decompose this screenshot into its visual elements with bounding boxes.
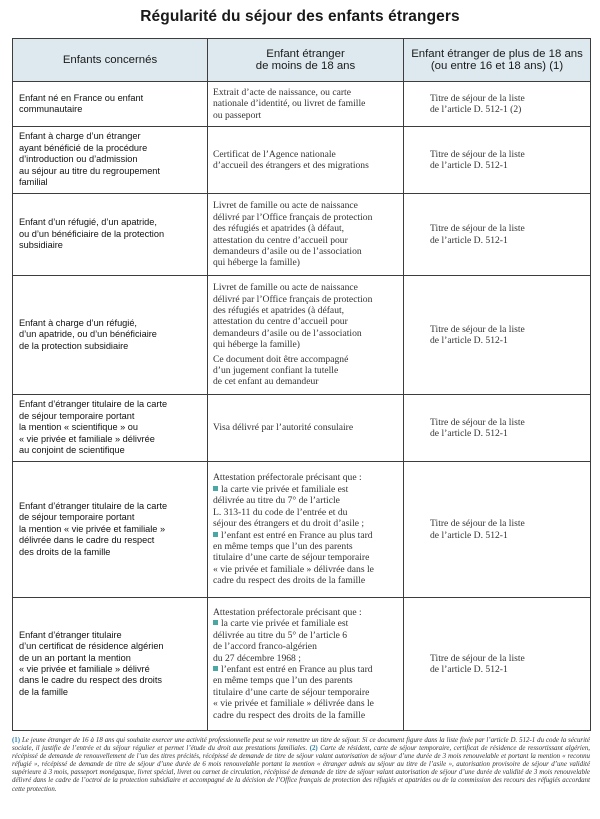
table-row xyxy=(13,82,591,127)
table-row xyxy=(13,276,591,395)
header-under-18: Enfant étranger de moins de 18 ans xyxy=(208,39,404,82)
table-row xyxy=(13,194,591,276)
concerned-cell: Enfant d’étranger titulaire d’un certificat de résidence algérien de un an portant la mention « vie privée et familiale » délivré dans le cadre du respect des droits de la famille xyxy=(13,598,208,731)
over18-cell: Titre de séjour de la liste de l’article D. 512-1 xyxy=(404,462,591,598)
concerned-cell: Enfant à charge d’un réfugié, d’un apatride, ou d’un bénéficiaire de la protection subsidiaire xyxy=(13,276,208,395)
children-residence-table xyxy=(12,38,591,731)
concerned-cell: Enfant né en France ou enfant communautaire xyxy=(13,82,208,127)
header-over-18: Enfant étranger de plus de 18 ans (ou entre 16 et 18 ans) (1) xyxy=(404,39,591,82)
concerned-cell: Enfant d’un réfugié, d’un apatride, ou d’un bénéficiaire de la protection subsidiaire xyxy=(13,194,208,276)
over18-cell: Titre de séjour de la liste de l’article D. 512-1 xyxy=(404,127,591,194)
under18-cell: Livret de famille ou acte de naissance délivré par l’Office français de protection des réfugiés et apatrides (à défaut, attestation du centre d’accueil pour demandeurs d’asile ou de l’association qui héberge la famille) Ce document doit être accompagné d’un jugement confiant la tutelle de cet enfant au demandeur xyxy=(208,276,404,395)
under18-cell: Livret de famille ou acte de naissance délivré par l’Office français de protection des réfugiés et apatrides (à défaut, attestation du centre d’accueil pour demandeurs d’asile ou de l’association qui héberge la famille) xyxy=(208,194,404,276)
over18-cell: Titre de séjour de la liste de l’article D. 512-1 xyxy=(404,395,591,462)
over18-cell: Titre de séjour de la liste de l’article D. 512-1 xyxy=(404,194,591,276)
bullet-icon xyxy=(213,486,218,491)
concerned-cell: Enfant d’étranger titulaire de la carte de séjour temporaire portant la mention « vie privée et familiale » délivrée dans le cadre du respect des droits de la famille xyxy=(13,462,208,598)
concerned-cell: Enfant à charge d’un étranger ayant bénéficié de la procédure d’introduction ou d’admission au séjour au titre du regroupement familial xyxy=(13,127,208,194)
under18-cell: Extrait d’acte de naissance, ou carte nationale d’identité, ou livret de famille ou passeport xyxy=(208,82,404,127)
header-concerned: Enfants concernés xyxy=(13,39,208,82)
table-row xyxy=(13,462,591,598)
page-title: Régularité du séjour des enfants étrangers xyxy=(140,8,460,25)
footnotes xyxy=(12,737,590,794)
footnote-text: Le jeune étranger de 16 à 18 ans qui souhaite exercer une activité professionnelle peut se voir remettre un titre de séjour. Si ce document figure dans la liste fixée par l’article D. 512-1 du code la sécurité sociale, il justifie de l’entrée et du séjour régulier et permet l’étude du droit aux prestations familiales. xyxy=(12,737,590,753)
table-row xyxy=(13,598,591,731)
bullet-icon xyxy=(213,666,218,671)
table-row xyxy=(13,395,591,462)
table-header-row xyxy=(13,39,591,82)
footnote-number: (2) xyxy=(309,745,318,753)
footnote-text: Carte de résident, carte de séjour temporaire, certificat de résidence de ressortissant algérien, récépissé de demande de renouvellement de l’un des titres précités, récépissé de demande de titre de séjour valant autorisation de séjour d’une durée de 3 mois renouvelable et portant la mention « reconnu réfugié », récépissé de demande de titre de séjour d’une durée de 6 mois renouvelable portant la mention « étranger admis au séjour au titre de l’asile », autorisation provisoire de séjour d’une validité supérieure à 3 mois, passeport monégasque, livret spécial, livret ou carnet de circulation, récépissé de demande de titre de séjour valant autorisation de séjour d’une durée de validité de 3 mois renouvelable délivré dans le cadre de l’octroi de la protection subsidiaire et accompagné de la décision de l’Office français de protection des réfugiés et apatrides ou de la commission des recours des réfugiés accordant cette protection. xyxy=(12,745,590,793)
bullet-icon xyxy=(213,532,218,537)
under18-cell: Visa délivré par l’autorité consulaire xyxy=(208,395,404,462)
under18-cell: Attestation préfectorale précisant que : la carte vie privée et familiale est délivrée au titre du 5° de l’article 6 de l’accord franco-algérien du 27 décembre 1968 ; l’enfant est entré en France au plus tard en même temps que l’un des parents titulaire d’une carte de séjour temporaire « vie privée et familiale » délivrée dans le cadre du respect des droits de la famille xyxy=(208,598,404,731)
concerned-cell: Enfant d’étranger titulaire de la carte de séjour temporaire portant la mention « scientifique » ou « vie privée et familiale » délivrée au conjoint de scientifique xyxy=(13,395,208,462)
under18-cell: Attestation préfectorale précisant que : la carte vie privée et familiale est délivrée au titre du 7° de l’article L. 313-11 du code de l’entrée et du séjour des étrangers et du droit d’asile ; l’enfant est entré en France au plus tard en même temps que l’un des parents titulaire d’une carte de séjour temporaire « vie privée et familiale » délivrée dans le cadre du respect des droits de la famille xyxy=(208,462,404,598)
table-row xyxy=(13,127,591,194)
over18-cell: Titre de séjour de la liste de l’article D. 512-1 xyxy=(404,276,591,395)
footnote-number: (1) xyxy=(12,737,21,744)
over18-cell: Titre de séjour de la liste de l’article D. 512-1 xyxy=(404,598,591,731)
over18-cell: Titre de séjour de la liste de l’article D. 512-1 (2) xyxy=(404,82,591,127)
under18-cell: Certificat de l’Agence nationale d’accueil des étrangers et des migrations xyxy=(208,127,404,194)
bullet-icon xyxy=(213,620,218,625)
